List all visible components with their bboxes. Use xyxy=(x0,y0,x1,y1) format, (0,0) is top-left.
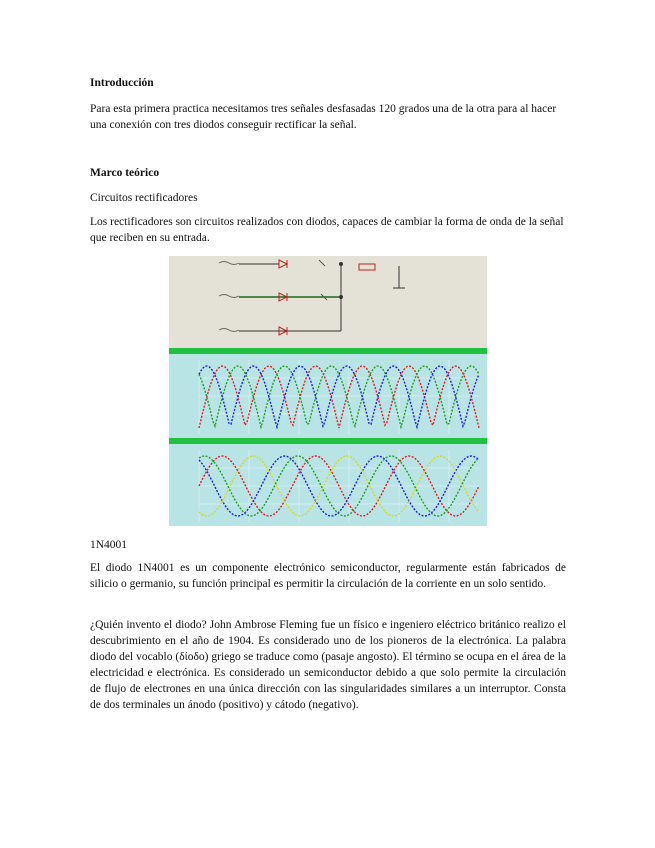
theory-heading: Marco teórico xyxy=(90,167,160,179)
theory-subheading: Circuitos rectificadores xyxy=(90,192,198,204)
schematic-panel xyxy=(169,256,487,348)
diode-title: 1N4001 xyxy=(90,539,128,551)
rectifier-simulation-figure xyxy=(169,256,487,526)
simulation-screenshot xyxy=(169,256,487,526)
diode-paragraph: El diodo 1N4001 es un componente electrónico semiconductor, regularmente están fabricados de silicio o germanio, su función principal es permitir la circulación de la corriente en un solo sentido. xyxy=(90,562,566,590)
scope-2-background xyxy=(169,444,487,526)
theory-paragraph: Los rectificadores son circuitos realizados con diodos, capaces de cambiar la forma de onda de la señal que reciben en su entrada. xyxy=(90,216,564,244)
intro-paragraph: Para esta primera practica necesitamos tres señales desfasadas 120 grados una de la otra para al hacer una conexión con tres diodos conseguir rectificar la señal. xyxy=(90,103,557,131)
scope-2-title-bar xyxy=(169,438,487,444)
intro-heading: Introducción xyxy=(90,77,154,89)
scope-1-title-bar xyxy=(169,348,487,354)
history-paragraph: ¿Quién invento el diodo? John Ambrose Fleming fue un físico e ingeniero eléctrico británico realizo el descubrimiento en el año de 1904. Es considerado uno de los pioneros de la electrónica. La palabra diodo del vocablo (δίοδο) griego se traduce como (pasaje angosto). El término se ocupa en el área de la electricidad e electrónica. Es considerado un semiconductor debido a que solo permite la circulación de flujo de electrones en una única dirección con las singularidades similares a un interruptor. Consta de dos terminales un ánodo (positivo) y cátodo (negativo). xyxy=(90,619,566,711)
